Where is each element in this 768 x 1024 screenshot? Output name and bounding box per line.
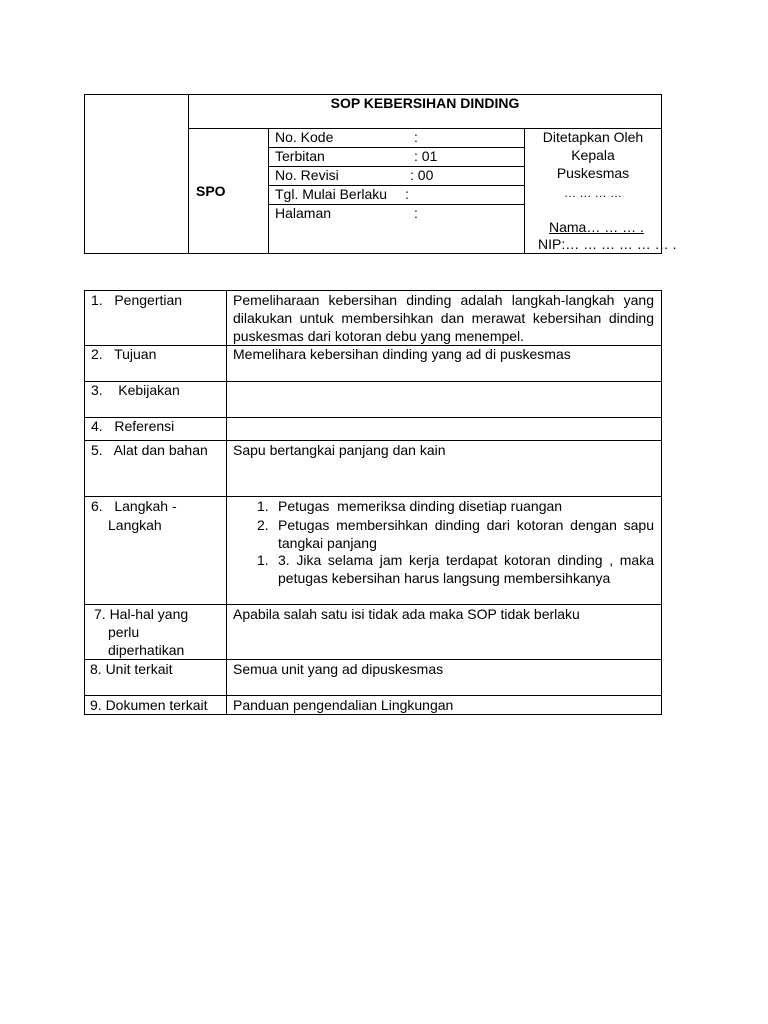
approval-line-1: Ditetapkan Oleh [542, 129, 644, 145]
field-label-halaman: Halaman [275, 205, 332, 221]
row-label-dokumen-terkait: 9. Dokumen terkait [90, 697, 208, 713]
step-number: 1. [257, 552, 269, 568]
row-text-unit-terkait: Semua unit yang ad dipuskesmas [233, 661, 444, 677]
row-text-pengertian: Pemeliharaan kebersihan dinding adalah langkah-langkah yang dilakukan untuk membersihkan dan merawat kebersihan dinding puskesmas dari kotoran debu yang menempel. [233, 292, 654, 344]
field-label-no-revisi: No. Revisi [275, 167, 339, 183]
row-label-hal-hal-3: diperhatikan [108, 642, 185, 658]
row-label-hal-hal-1: 7. Hal-hal yang [94, 606, 189, 622]
step-text: Petugas memeriksa dinding disetiap ruangan [278, 498, 563, 514]
row-label-unit-terkait: 8. Unit terkait [90, 661, 173, 677]
approval-line-3: Puskesmas [556, 165, 630, 181]
step-number: 1. [257, 498, 269, 514]
row-text-alat-bahan: Sapu bertangkai panjang dan kain [233, 442, 446, 458]
field-value-no-kode: : [414, 129, 418, 145]
field-value-no-revisi: : 00 [410, 167, 434, 183]
step-text: Petugas membersihkan dinding dari kotoran dengan sapu tangkai panjang [278, 517, 654, 551]
row-text-dokumen-terkait: Panduan pengendalian Lingkungan [233, 697, 454, 713]
row-label-alat-bahan: 5. Alat dan bahan [91, 442, 208, 458]
approval-line-2: Kepala [571, 147, 615, 163]
step-number: 2. [257, 517, 269, 533]
spo-label: SPO [196, 183, 226, 199]
field-label-no-kode: No. Kode [275, 129, 334, 145]
row-label-hal-hal-2: perlu [108, 624, 140, 640]
row-label-langkah-2: Langkah [108, 517, 162, 533]
approval-nama: Nama… … … . [549, 219, 644, 235]
row-text-hal-hal: Apabila salah satu isi tidak ada maka SOP tidak berlaku [233, 606, 580, 622]
row-label-pengertian: 1. Pengertian [91, 292, 183, 308]
logo-cell [85, 95, 188, 253]
row-label-referensi: 4. Referensi [91, 418, 175, 434]
field-label-tgl-mulai: Tgl. Mulai Berlaku [275, 186, 388, 202]
field-label-terbitan: Terbitan [275, 148, 325, 164]
row-label-kebijakan: 3. Kebijakan [91, 382, 180, 398]
step-text: 3. Jika selama jam kerja terdapat kotoran dinding , maka petugas kebersihan harus langsung membersihkanya [278, 552, 654, 586]
approval-dots: … … … … [563, 186, 622, 200]
field-value-tgl-mulai: : [405, 186, 409, 202]
field-value-halaman: : [414, 205, 418, 221]
approval-nip: NIP:… … … … … … . [538, 236, 677, 252]
field-value-terbitan: : 01 [414, 148, 438, 164]
row-label-langkah-1: 6. Langkah - [91, 498, 177, 514]
row-text-tujuan: Memelihara kebersihan dinding yang ad di puskesmas [233, 346, 571, 362]
document-title: SOP KEBERSIHAN DINDING [330, 95, 520, 111]
row-label-tujuan: 2. Tujuan [91, 346, 157, 362]
